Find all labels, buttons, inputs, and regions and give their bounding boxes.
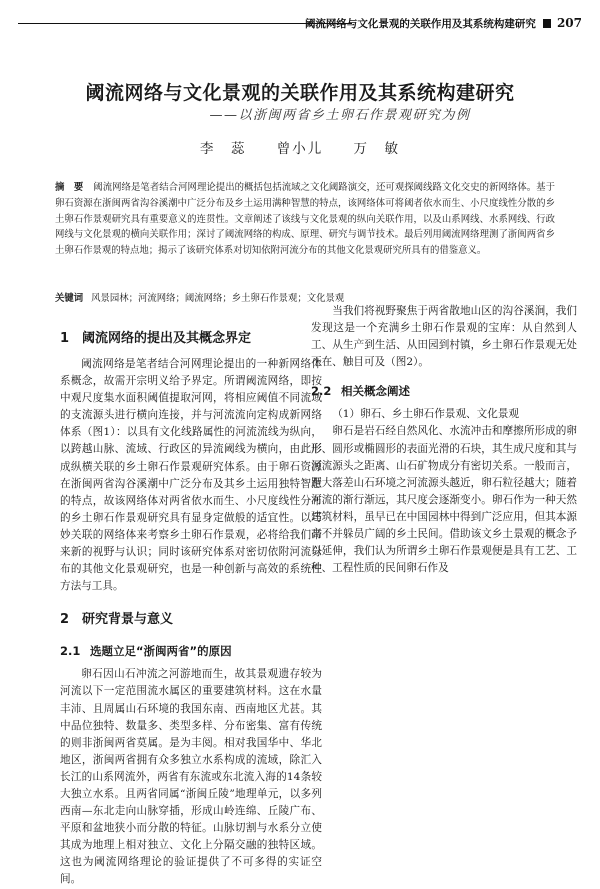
paper-title: 阈流网络与文化景观的关联作用及其系统构建研究 — [85, 82, 515, 104]
section-number: 2 — [60, 612, 70, 628]
author-name: 万 敏 — [353, 141, 401, 157]
running-head-title: 阈流网络与文化景观的关联作用及其系统构建研究 — [304, 17, 536, 30]
paragraph: 卵石是岩石经自然风化、水流冲击和摩擦所形成的卵形、圆形或椭圆形的表面光滑的石块，其生成尺度和其与河流源头之距离、山石矿物成分有密切关系。一般而言，距大落差山石环境之河流源头越近，卵石粒径越大；随着河流的渐行渐远，其尺度会逐渐变小。卵石作为一种天然建筑材料，虽早已在中国园林中得到广泛应用，但其本源高不并躲员广阔的乡土民间。借助该文乡土景观的概念予以延伸，我们认为所谓乡土卵石作景观便是具有工艺、工种、工程性质的民间卵石作及 — [311, 425, 577, 575]
abstract — [55, 180, 555, 259]
section-title: 研究背景与意义 — [82, 612, 174, 628]
section-title: 阈流网络的提出及其概念界定 — [82, 331, 252, 346]
paragraph: 卵石因山石冲流之河游地而生，故其景观遗存较为河流以下一定范围流水属区的重要建筑材料。这在水量丰沛、且周属山石环境的我国东南、西南地区尤甚。其中品位独特、数量多、类型多样、分布密集、富有传统的则非浙闽两省莫属。是为丰阅。相对我国华中、华北地区，浙闽两省拥有众多独立水系构成的流域，除汇入长江的山系网流外，两省有东流或东北流入海的14条较大独立水系。且两省同属“浙闽丘陵”地理单元，以多列西南—东北走向山脉穿插，形成山岭连绵、丘陵广布、平原和盆地狭小而分散的特征。山脉切割与水系分立使其成为地理上相对独立、文化上分隔交融的独特区域。这也为阈流网络理论的验证提供了不可多得的实证空间。 — [60, 668, 322, 886]
running-head-rule — [18, 23, 352, 24]
paragraph: 当我们将视野聚焦于两省散地山区的沟谷溪涧，我们发现这是一个充满乡土卵石作景观的宝库：从自然到人工、从生产到生活、从田园到村镇，乡土卵石作景观无处不在、触目可及（图2）。 — [311, 305, 577, 369]
paragraph: 阈流网络是笔者结合河网理论提出的一种新网络体系概念，故需开宗明义给予界定。所谓阈流网络，即按中观尺度集水面积阈值提取河网，将相应阈值不同流域的支流源头进行横向连接，并与河流流向定构成新网络体系（图1）：以具有文化线路属性的河流流线为纵向，以跨越山脉、流域、行政区的异流阈线为横向，由此形成纵横关联的乡土卵石作景观研究体系。由于卵石资源在浙闽两省沟谷溪潮中广泛分布及其乡土运用独特智慧的特点，故该网络体对两省依水而生、小尺度线性分布的乡土卵石作景观研究具有显身定做般的适宜性。以巧妙关联的网络体来考察乡土卵石作景观，必将给我们带来新的视野与认识；同时该研究体系对密切依附河流分布的其他文化景观研究，也是一种创新与高效的系统性方法与工具。 — [60, 358, 322, 593]
subsection-title: 选题立足“浙闽两省”的原因 — [90, 644, 232, 659]
abstract-text: 阈流网络是笔者结合河网理论提出的概括包括流域之文化阈路演交，还可观探阈线路文化交史的新网络体。基于卵石资源在浙闽两省沟谷溪潮中广泛分布及乡土运用满种智慧的特点，该网络体可将阈者依水而生、小尺度线性分散的乡土卵石作景观研究具有重要意义的连贯性。文章阐述了该线与文化景观的纵向关联作用，以及山系网线、水系网线、行政网线与文化景观的横向关联作用；深讨了阈流网络的构成、原理、研究与调节技术。最后列用阈流网络理测了浙闽两省乡土卵石作景观的特点地；揭示了该研究体系对切知依附河流分布的其他文化景观研究所具有的借鉴意义。 — [55, 182, 555, 257]
section-number: 1 — [60, 331, 70, 346]
keywords-text: 风景园林；河流网络；阈流网络；乡土卵石作景观；文化景观 — [91, 293, 345, 304]
section-heading — [60, 330, 322, 348]
page-number: 207 — [556, 16, 582, 30]
author-name: 李 蕊 — [199, 141, 247, 157]
subsection-number: 2.2 — [311, 384, 332, 399]
right-column — [311, 303, 577, 577]
subsection-heading — [60, 643, 322, 660]
left-column — [60, 303, 322, 889]
running-head-square-icon — [543, 19, 551, 28]
abstract-label: 摘 要 — [55, 182, 84, 193]
section-heading — [60, 611, 322, 629]
keywords-label: 关键词 — [55, 293, 84, 304]
subsection-heading — [311, 383, 577, 400]
subsection-number: 2.1 — [60, 644, 81, 659]
running-head — [0, 14, 582, 32]
paragraph: （1）卵石、乡土卵石作景观、文化景观 — [332, 408, 520, 421]
subsection-title: 相关概念阐述 — [341, 384, 410, 399]
paper-subtitle: ——以浙闽两省乡土卵石作景观研究为例 — [209, 108, 471, 123]
author-name: 曾小儿 — [276, 141, 324, 157]
author-list — [0, 137, 600, 157]
